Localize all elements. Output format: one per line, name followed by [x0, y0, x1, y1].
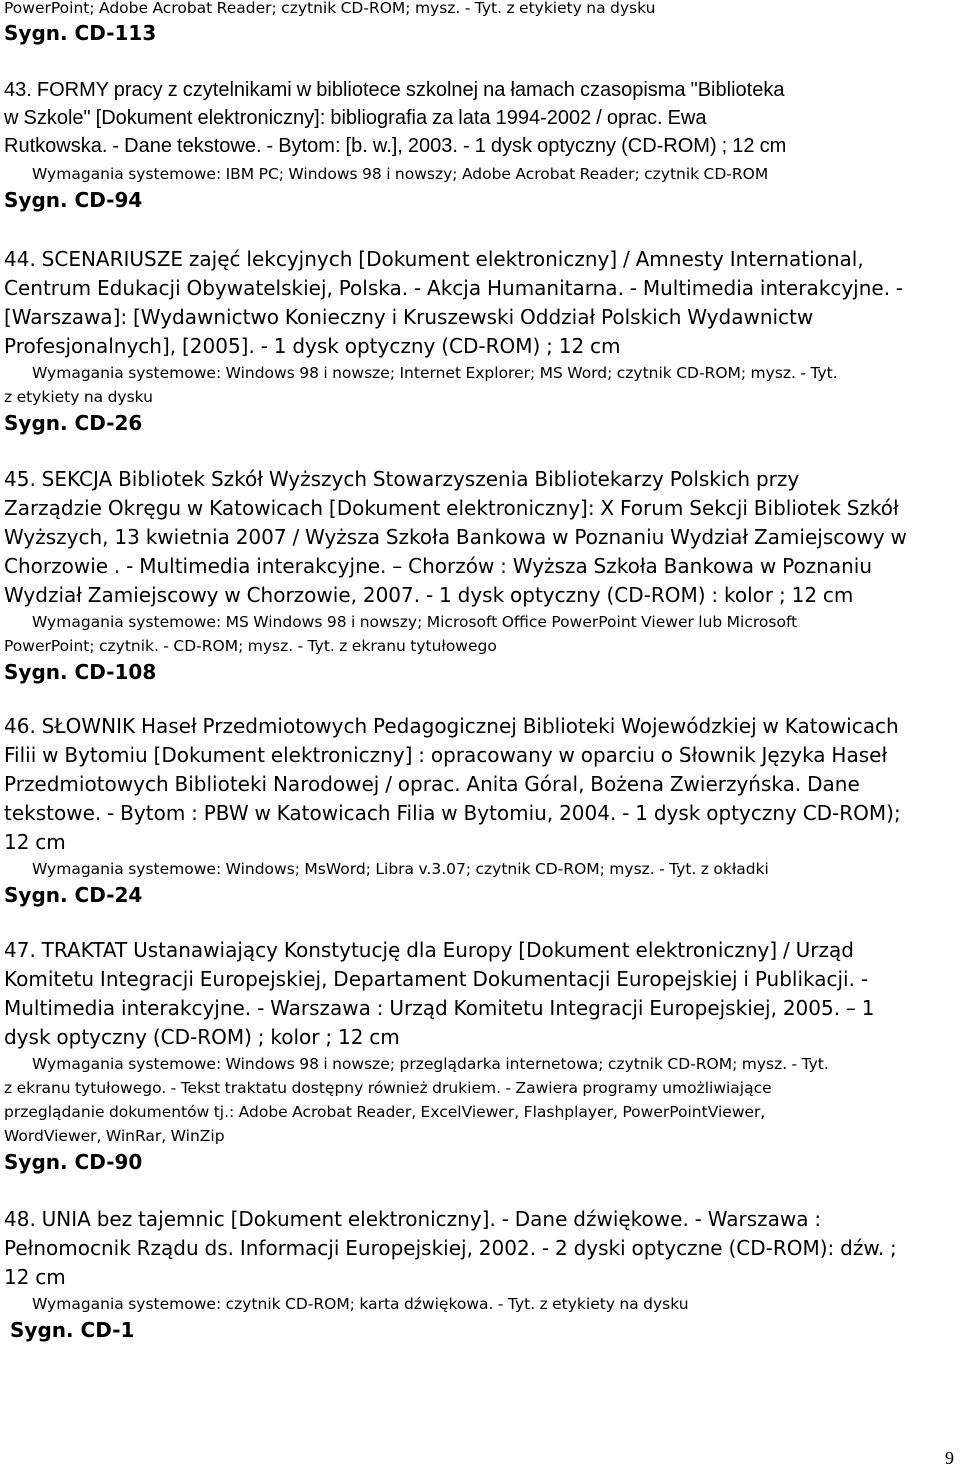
entry-line: Komitetu Integracji Europejskiej, Departament Dokumentacji Europejskiej i Publikacji. - — [4, 967, 869, 991]
catalog-entry-45 — [4, 465, 956, 686]
entry-line: 47. TRAKTAT Ustanawiający Konstytucję dla Europy [Dokument elektroniczny] / Urząd — [4, 938, 854, 962]
entry-line: 12 cm — [4, 830, 66, 854]
requirements-line: WordViewer, WinRar, WinZip — [4, 1127, 225, 1145]
entry-line: 45. SEKCJA Bibliotek Szkół Wyższych Stowarzyszenia Bibliotekarzy Polskich przy — [4, 467, 800, 491]
call-number: Sygn. CD-108 — [4, 660, 157, 684]
entry-line: tekstowe. - Bytom : PBW w Katowicach Filia w Bytomiu, 2004. - 1 dysk optyczny CD-ROM); — [4, 801, 901, 825]
catalog-entry-43 — [4, 76, 956, 214]
entry-line: Profesjonalnych], [2005]. - 1 dysk optyczny (CD-ROM) ; 12 cm — [4, 334, 621, 358]
catalog-entry-48 — [4, 1205, 956, 1344]
entry-line: [Warszawa]: [Wydawnictwo Konieczny i Kruszewski Oddział Polskich Wydawnictw — [4, 305, 814, 329]
requirements-line: z ekranu tytułowego. - Tekst traktatu dostępny również drukiem. - Zawiera programy umożliwiające — [4, 1079, 772, 1097]
page-number: 9 — [945, 1448, 954, 1468]
entry-line: 46. SŁOWNIK Haseł Przedmiotowych Pedagogicznej Biblioteki Wojewódzkiej w Katowicach — [4, 714, 899, 738]
entry-line: 44. SCENARIUSZE zajęć lekcyjnych [Dokument elektroniczny] / Amnesty International, — [4, 247, 864, 271]
requirements-line: przeglądanie dokumentów tj.: Adobe Acrobat Reader, ExcelViewer, Flashplayer, PowerPointViewer, — [4, 1103, 766, 1121]
call-number: Sygn. CD-90 — [4, 1150, 143, 1174]
call-number: Sygn. CD-1 — [10, 1318, 135, 1342]
requirements-line: Wymagania systemowe: Windows; MsWord; Libra v.3.07; czytnik CD-ROM; mysz. - Tyt. z okładki — [32, 860, 769, 878]
entry-line: Pełnomocnik Rządu ds. Informacji Europejskiej, 2002. - 2 dyski optyczne (CD-ROM): dźw. ; — [4, 1236, 897, 1260]
entry-line: 48. UNIA bez tajemnic [Dokument elektroniczny]. - Dane dźwiękowe. - Warszawa : — [4, 1207, 822, 1231]
requirements-line: Wymagania systemowe: czytnik CD-ROM; karta dźwiękowa. - Tyt. z etykiety na dysku — [32, 1295, 689, 1313]
requirements-continuation — [4, 0, 956, 20]
entry-line: dysk optyczny (CD-ROM) ; kolor ; 12 cm — [4, 1025, 400, 1049]
entry-line: Filii w Bytomiu [Dokument elektroniczny] : opracowany w oparciu o Słownik Języka Haseł — [4, 743, 888, 767]
entry-line: Przedmiotowych Biblioteki Narodowej / oprac. Anita Góral, Bożena Zwierzyńska. Dane — [4, 772, 860, 796]
entry-line: 43. FORMY pracy z czytelnikami w bibliotece szkolnej na łamach czasopisma "Biblioteka — [4, 79, 785, 101]
requirements-line: Wymagania systemowe: Windows 98 i nowsze; Internet Explorer; MS Word; czytnik CD-ROM; mysz. - Tyt. — [32, 364, 838, 382]
requirements-line: PowerPoint; czytnik. - CD-ROM; mysz. - Tyt. z ekranu tytułowego — [4, 637, 497, 655]
entry-line: Rutkowska. - Dane tekstowe. - Bytom: [b. w.], 2003. - 1 dysk optyczny (CD-ROM) ; 12 cm — [4, 135, 787, 157]
call-number: Sygn. CD-113 — [4, 21, 157, 45]
catalog-entry-44 — [4, 245, 956, 437]
call-number: Sygn. CD-94 — [4, 188, 143, 212]
call-number: Sygn. CD-26 — [4, 411, 143, 435]
call-number: Sygn. CD-24 — [4, 883, 143, 907]
requirements-line: Wymagania systemowe: Windows 98 i nowsze; przeglądarka internetowa; czytnik CD-ROM; mysz. - Tyt. — [32, 1055, 829, 1073]
entry-line: Multimedia interakcyjne. - Warszawa : Urząd Komitetu Integracji Europejskiej, 2005. – 1 — [4, 996, 875, 1020]
requirements-line: PowerPoint; Adobe Acrobat Reader; czytnik CD-ROM; mysz. - Tyt. z etykiety na dysku — [4, 0, 656, 17]
requirements-line: Wymagania systemowe: MS Windows 98 i nowszy; Microsoft Office PowerPoint Viewer lub Microsoft — [32, 613, 798, 631]
requirements-line: Wymagania systemowe: IBM PC; Windows 98 i nowszy; Adobe Acrobat Reader; czytnik CD-ROM — [32, 165, 769, 183]
entry-line: Wydział Zamiejscowy w Chorzowie, 2007. - 1 dysk optyczny (CD-ROM) : kolor ; 12 cm — [4, 583, 854, 607]
entry-line: Zarządzie Okręgu w Katowicach [Dokument elektroniczny]: X Forum Sekcji Bibliotek Szkół — [4, 496, 899, 520]
entry-line: w Szkole" [Dokument elektroniczny]: bibliografia za lata 1994-2002 / oprac. Ewa — [4, 107, 707, 129]
entry-line: Centrum Edukacji Obywatelskiej, Polska. - Akcja Humanitarna. - Multimedia interakcyjne. - — [4, 276, 904, 300]
entry-line: Chorzowie . - Multimedia interakcyjne. – Chorzów : Wyższa Szkoła Bankowa w Poznaniu — [4, 554, 873, 578]
catalog-entry-46 — [4, 712, 956, 909]
requirements-line: z etykiety na dysku — [4, 388, 154, 406]
entry-line: Wyższych, 13 kwietnia 2007 / Wyższa Szkoła Bankowa w Poznaniu Wydział Zamiejscowy w — [4, 525, 907, 549]
catalog-entry-47 — [4, 936, 956, 1176]
entry-line: 12 cm — [4, 1265, 66, 1289]
